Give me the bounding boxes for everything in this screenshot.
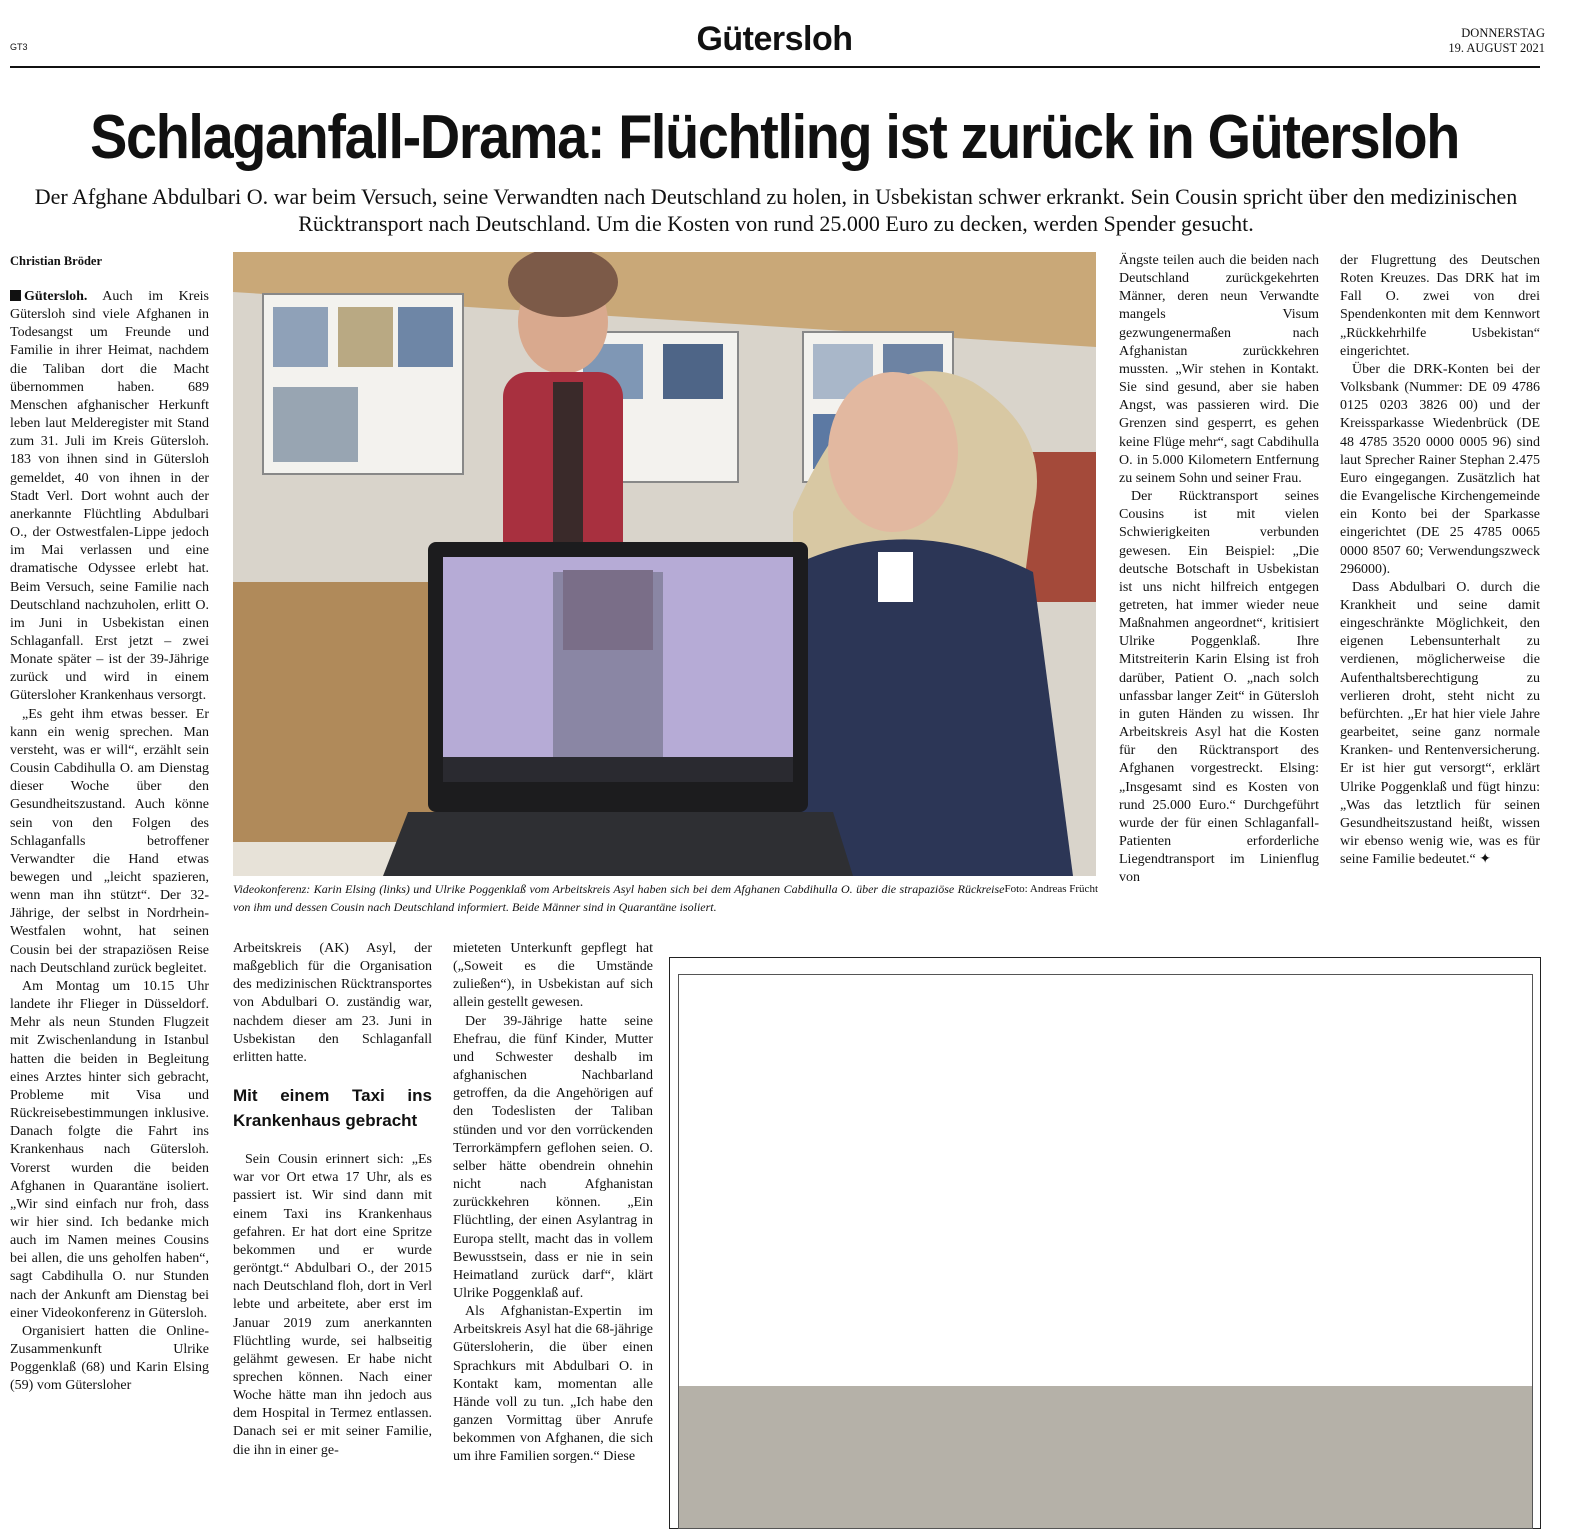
end-mark: ✦ xyxy=(1479,852,1491,868)
article-column-5 xyxy=(1340,252,1540,924)
article-photo xyxy=(233,252,1096,876)
advertisement-frame xyxy=(678,974,1533,1529)
paragraph: der Flugrettung des Deutschen Roten Kreuzes. Das DRK hat im Fall O. zwei von drei Spendenkonten mit dem Kennwort „Rückkehrhilfe Usbekistan“ eingerichtet. xyxy=(1340,253,1540,359)
advertisement-area xyxy=(669,957,1541,1529)
paragraph-text: Auch im Kreis Gütersloh sind viele Afghanen in Todesangst um Freunde und Familie in ihrer Heimat, nachdem die Taliban dort die Macht übernommen haben. 689 Menschen afghanischer Herkunft leben laut Melderegister mit Stand zum 31. Juli im Kreis Gütersloh. 183 von ihnen sind in Gütersloh gemeldet, 40 von ihnen in der Stadt Verl. Dort wohnt auch der anerkannte Flüchtling Abdulbari O., der Ostwestfalen-Lippe jedoch im Mai verlassen und eine dramatische Odyssee erlebt hat. Beim Versuch, seine Familie nach Deutschland nachzuholen, erlitt O. im Juni in Usbekistan einen Schlaganfall. Erst jetzt – zwei Monate später – ist der 39-Jährige zurück und wird in einem Gütersloher Krankenhaus versorgt. xyxy=(10,289,209,704)
paragraph xyxy=(10,288,209,706)
paragraph: Ängste teilen auch die beiden nach Deutschland zurückgekehrten Männer, deren neun Verwandte mangels Visum gezwungenermaßen nach Afghanistan zurückkehren mussten. „Wir stehen in Kontakt. Sie sind gesund, aber sie haben Angst, was passieren wird. Die Grenzen sind gesperrt, es gehen keine Flüge mehr“, sagt Cabdihulla O. in 5.000 Kilometern Entfernung zu seinem Sohn und seiner Frau. xyxy=(1119,253,1319,486)
paragraph: Am Montag um 10.15 Uhr landete ihr Flieger in Düsseldorf. Mehr als neun Stunden Flugzeit mit Zwischenlandung in Istanbul hatten die beiden in Begleitung eines Arztes hinter sich gebracht, Probleme mit Visa und Rückreisebestimmungen inklusive. Danach folgte die Fahrt ins Krankenhaus nach Gütersloh. Vorerst wurden die beiden Afghanen in Quarantäne isoliert. „Wir sind einfach nur froh, dass wir hier sind. Ich bedanke mich auch im Namen meines Cousins bei allen, die uns geholfen haben“, sagt Cabdihulla O. nur Stunden nach der Ankunft am Dienstag bei einer Videokonferenz in Gütersloh. xyxy=(10,978,209,1321)
dateline-marker xyxy=(10,290,21,301)
article-column-4 xyxy=(1119,252,1319,922)
issue-date-text: 19. AUGUST 2021 xyxy=(1448,41,1545,55)
photo-caption xyxy=(233,880,1098,916)
subheading: Mit einem Taxi ins Krankenhaus gebracht xyxy=(233,1086,432,1131)
advertisement-band xyxy=(679,1386,1532,1528)
section-title: Gütersloh xyxy=(696,20,853,58)
page-number: GT3 xyxy=(10,42,28,52)
paragraph: Der Rücktransport seines Cousins ist mit vielen Schwierigkeiten verbunden gewesen. Ein Beispiel: „Die deutsche Botschaft in Usbekistan ist uns nicht hilfreich entgegen getreten, hat immer wieder neue Maßnahmen angeordnet“, kritisiert Ulrike Poggenklaß. Ihre Mitstreiterin Karin Elsing ist froh darüber, Patient O. „nach solch unfassbar langer Zeit“ in Gütersloh in guten Händen zu wissen. Ihr Arbeitskreis Asyl hat die Kosten für den Rücktransport des Afghanen vorgestreckt. Elsing: „Insgesamt sind es Kosten von rund 25.000 Euro.“ Durchgeführt wurde der für einen Schlaganfall-Patienten erforderliche Liegendtransport im Linienflug von xyxy=(1119,489,1319,886)
paragraph xyxy=(1340,579,1540,870)
paragraph-text: Dass Abdulbari O. durch die Krankheit und seine damit eingeschränkte Möglichkeit, den eigenen Lebensunterhalt zu verdienen, möglicherweise die Aufenthaltsberechtigung zu verlieren droht, steht nicht zu befürchten. „Er hat hier viele Jahre gearbeitet, seine ganz normale Kranken- und Rentenversicherung. Er ist hier gut versorgt“, erklärt Ulrike Poggenklaß und fügt hinzu: „Was das letztlich für seinen Gesundheitszustand heißt, wissen wir ebenso wenig wie, was es für seine Familie bedeutet.“ xyxy=(1340,579,1540,868)
issue-date xyxy=(1448,26,1545,56)
article-column-2 xyxy=(233,940,432,1524)
paragraph: Organisiert hatten die Online-Zusammenkunft Ulrike Poggenklaß (68) und Karin Elsing (59) vom Gütersloher xyxy=(10,1323,209,1394)
paragraph: „Es geht ihm etwas besser. Er kann ein wenig sprechen. Man versteht, was er will“, erzählt sein Cousin Cabdihulla O. am Dienstag dieser Woche über den Gesundheitszustand. Auch könne sein von den Folgen des Schlaganfalls betroffener Verwandter die Hand etwas bewegen und „leicht spazieren, wenn man ihn stützt“. Der 32-Jährige, der selbst in Nordrhein-Westfalen wohnt, hat seinen Cousin bei der strapaziösen Reise nach Deutschland zurück begleitet. xyxy=(10,706,209,976)
paragraph: Arbeitskreis (AK) Asyl, der maßgeblich für die Organisation des medizinischen Rücktransportes von Abdulbari O. zuständig war, nachdem dieser am 23. Juni in Usbekistan den Schlaganfall erlitten hatte. xyxy=(233,941,432,1065)
header-rule xyxy=(10,66,1540,68)
photo-caption-text: Videokonferenz: Karin Elsing (links) und Ulrike Poggenklaß vom Arbeitskreis Asyl haben sich bei dem Afghanen Cabdihulla O. über die strapaziöse Rückreise von ihm und dessen Cousin nach Deutschland informiert. Beide Männer sind in Quarantäne isoliert. xyxy=(233,882,1005,914)
article-column-1 xyxy=(10,288,209,1524)
paragraph: Als Afghanistan-Expertin im Arbeitskreis Asyl hat die 68-jährige Gütersloherin, die über einen Sprachkurs mit Abdulbari O. in Kontakt kam, momentan alle Hände voll zu tun. „Ich habe den ganzen Vormittag über Anrufe bekommen von Afghanen, die sich um ihre Familien sorgen.“ Diese xyxy=(453,1304,653,1465)
photo-credit: Foto: Andreas Frücht xyxy=(1004,883,1098,895)
paragraph: mieteten Unterkunft gepflegt hat („Soweit es die Umstände zuließen“), in Usbekistan auf sich allein gestellt gewesen. xyxy=(453,941,653,1011)
paragraph: Sein Cousin erinnert sich: „Es war vor Ort etwa 17 Uhr, als es passiert ist. Wir sind dann mit einem Taxi ins Krankenhaus gefahren. Er hat dort eine Spritze bekommen und er wurde geröntgt.“ Abdulbari O., der 2015 nach Deutschland floh, dort in Verl lebte und arbeitete, aber erst im Januar 2019 zum anerkannten Flüchtling wurde, sei halbseitig gelähmt gewesen. Er habe nicht sprechen können. Nach einer Woche hätte man ihn jedoch aus dem Hospital in Termez entlassen. Danach sei er mit seiner Familie, die ihn in einer ge- xyxy=(233,1152,432,1458)
headline: Schlaganfall-Drama: Flüchtling ist zurück in Gütersloh xyxy=(90,103,1459,172)
paragraph: Der 39-Jährige hatte seine Ehefrau, die fünf Kinder, Mutter und Schwester deshalb im afghanischen Nachbarland getroffen, da die Angehörigen auf den Todeslisten der Taliban stünden und vor den vorrückenden Terrorkämpfern geflohen seien. O. selber hätte obendrein ohnehin nicht nach Afghanistan zurückkehren können. „Ein Flüchtling, der einen Asylantrag in Europa stellt, macht das in vollem Bewusstsein, dass er nie in sein Heimatland zurück darf“, klärt Ulrike Poggenklaß auf. xyxy=(453,1013,653,1301)
author: Christian Bröder xyxy=(10,254,103,268)
subheadline: Der Afghane Abdulbari O. war beim Versuch, seine Verwandten nach Deutschland zu holen, in Usbekistan schwer erkrankt. Sein Cousin spricht über den medizinischen Rücktransport nach Deutschland. Um die Kosten von rund 25.000 Euro zu decken, werden Spender gesucht. xyxy=(34,184,1518,236)
paragraph: Über die DRK-Konten bei der Volksbank (Nummer: DE 09 4786 0125 0203 3826 00) und der Kreissparkasse Wiedenbrück (DE 48 4785 3520 0000 0005 96) sind laut Sprecher Rainer Stephan 2.475 Euro eingegangen. Zusätzlich hat die Evangelische Kirchengemeinde ein Konto bei der Sparkasse eingerichtet (DE 25 4785 0065 0000 8507 60; Verwendungszweck 296000). xyxy=(1340,361,1540,577)
article-column-3 xyxy=(453,940,653,1524)
dateline: Gütersloh. xyxy=(24,289,88,304)
issue-weekday: DONNERSTAG xyxy=(1461,26,1545,40)
photo-illustration xyxy=(233,252,1096,876)
